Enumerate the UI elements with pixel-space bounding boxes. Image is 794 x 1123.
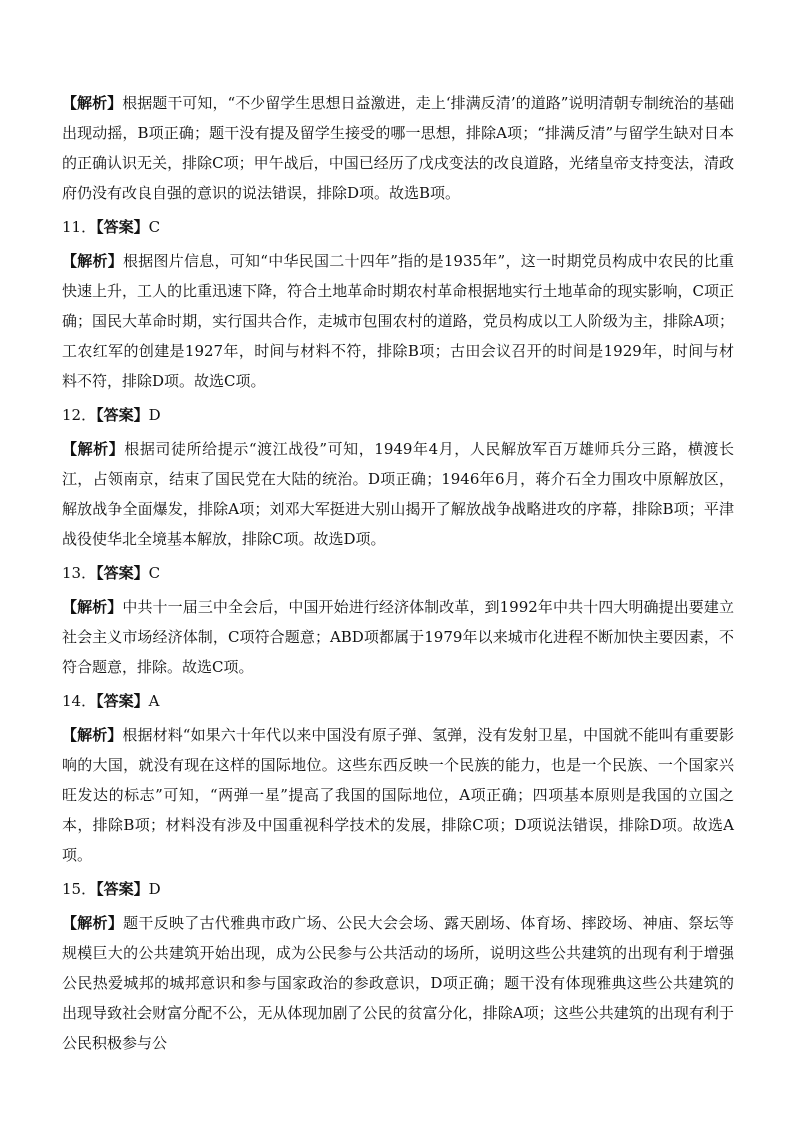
answer-line-14 [62,682,734,720]
answer-line-15 [62,870,734,908]
question-number: 13． [62,564,97,582]
answer-value: C [148,218,161,236]
analysis-paragraph [62,88,734,208]
analysis-paragraph [62,720,734,870]
answer-value: D [148,880,161,898]
answer-value: C [148,564,161,582]
answer-tag: 【答案】 [96,564,149,582]
answer-value: D [148,406,161,424]
question-number: 11． [62,218,97,236]
analysis-text: 根据材料“如果六十年代以来中国没有原子弹、氢弹，没有发射卫星，中国就不能叫有重要影响的大国，就没有现在这样的国际地位。这些东西反映一个民族的能力，也是一个民族、一个国家兴旺发达的标志”可知，“两弹一星”提高了我国的国际地位，A项正确；四项基本原则是我国的立国之本，排除B项；材料没有涉及中国重视科学技术的发展，排除C项；D项说法错误，排除D项。故选A项。 [62,726,734,864]
answer-tag: 【答案】 [96,880,149,898]
question-number: 12． [62,406,97,424]
analysis-paragraph [62,434,734,554]
analysis-paragraph [62,246,734,396]
analysis-text: 根据题干可知，“不少留学生思想日益激进，走上‘排满反清’的道路”说明清朝专制统治的基础出现动摇，B项正确；题干没有提及留学生接受的哪一思想，排除A项；“排满反清”与留学生缺对日本的正确认识无关，排除C项；甲午战后，中国已经历了戊戌变法的改良道路，光绪皇帝支持变法，清政府仍没有改良自强的意识的说法错误，排除D项。故选B项。 [62,94,734,202]
analysis-tag: 【解析】 [62,440,125,458]
answer-tag: 【答案】 [96,218,149,236]
analysis-text: 根据司徒所给提示“渡江战役”可知，1949年4月，人民解放军百万雄师兵分三路，横渡长江，占领南京，结束了国民党在大陆的统治。D项正确；1946年6月，蒋介石全力围攻中原解放区，解放战争全面爆发，排除A项；刘邓大军挺进大别山揭开了解放战争战略进攻的序幕，排除B项；平津战役使华北全境基本解放，排除C项。故选D项。 [62,440,734,548]
answer-key-content [62,88,734,1058]
analysis-paragraph [62,908,734,1058]
answer-line-12 [62,396,734,434]
answer-value: A [148,692,160,710]
answer-tag: 【答案】 [96,692,149,710]
analysis-tag: 【解析】 [62,914,124,932]
answer-tag: 【答案】 [96,406,149,424]
analysis-text: 题干反映了古代雅典市政广场、公民大会会场、露天剧场、体育场、摔跤场、神庙、祭坛等规模巨大的公共建筑开始出现，成为公民参与公共活动的场所，说明这些公共建筑的出现有利于增强公民热爱城邦的城邦意识和参与国家政治的参政意识，D项正确；题干没有体现雅典这些公共建筑的出现导致社会财富分配不公，无从体现加剧了公民的贫富分化，排除A项；这些公共建筑的出现有利于公民积极参与公 [62,914,734,1052]
analysis-tag: 【解析】 [62,598,123,616]
answer-line-11 [62,208,734,246]
question-number: 15． [62,880,97,898]
analysis-paragraph [62,592,734,682]
analysis-tag: 【解析】 [62,94,123,112]
analysis-text: 根据图片信息，可知“中华民国二十四年”指的是1935年”，这一时期党员构成中农民的比重快速上升，工人的比重迅速下降，符合土地革命时期农村革命根据地实行土地革命的现实影响，C项正确；国民大革命时期，实行国共合作，走城市包围农村的道路，党员构成以工人阶级为主，排除A项；工农红军的创建是1927年，时间与材料不符，排除B项；古田会议召开的时间是1929年，时间与材料不符，排除D项。故选C项。 [62,252,734,390]
answer-line-13 [62,554,734,592]
analysis-text: 中共十一届三中全会后，中国开始进行经济体制改革，到1992年中共十四大明确提出要建立社会主义市场经济体制，C项符合题意；ABD项都属于1979年以来城市化进程不断加快主要因素，不符合题意，排除。故选C项。 [62,598,734,676]
analysis-tag: 【解析】 [62,726,123,744]
analysis-tag: 【解析】 [62,252,124,270]
question-number: 14． [62,692,97,710]
